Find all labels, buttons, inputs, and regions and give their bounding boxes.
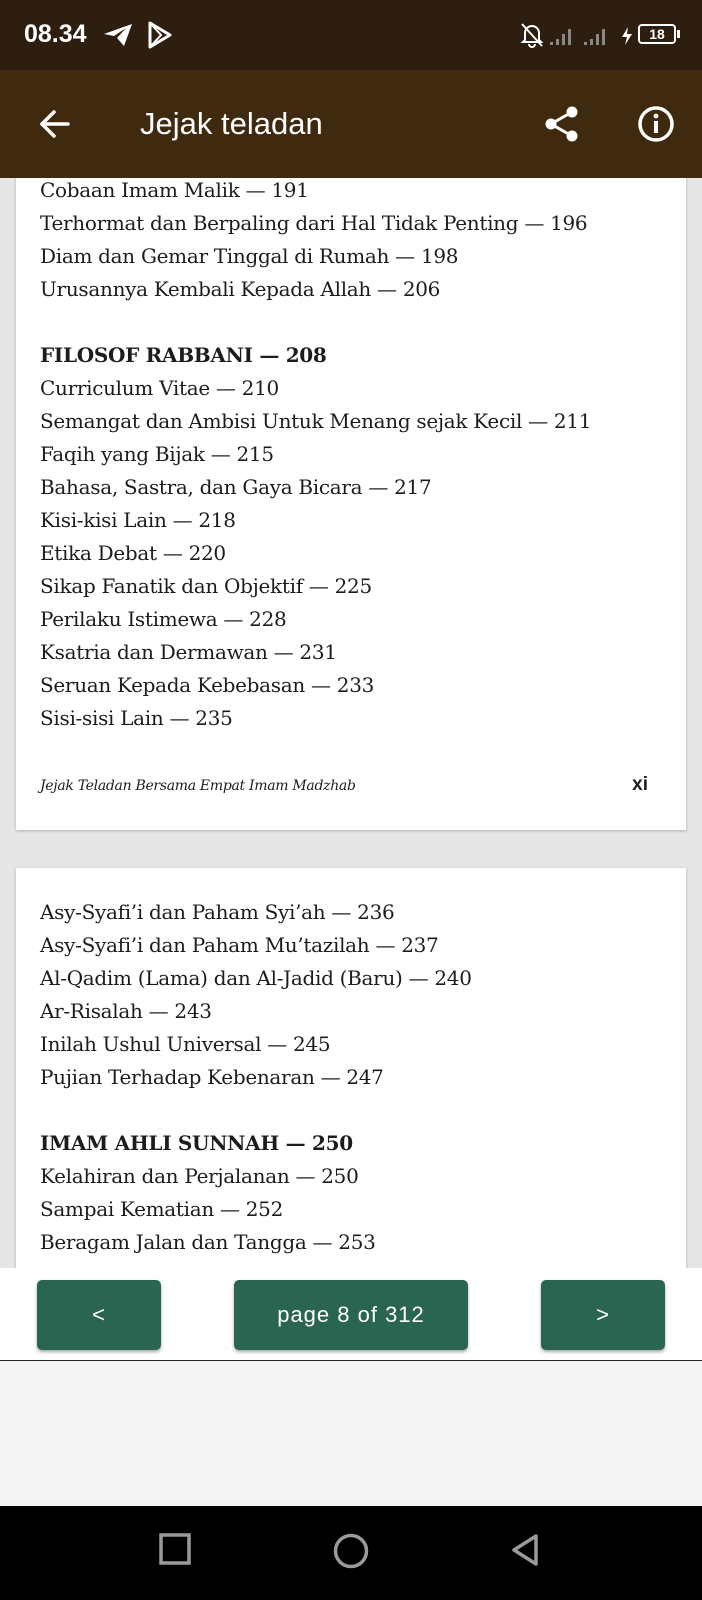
page-card-xi [16, 178, 686, 830]
toc-entry: Seruan Kepada Kebebasan — 233 [40, 673, 375, 697]
toc-entry: Al-Qadim (Lama) dan Al-Jadid (Baru) — 240 [40, 966, 472, 990]
toc-entry: Sisi-sisi Lain — 235 [40, 706, 233, 730]
pdf-viewer[interactable] [0, 178, 702, 1268]
signal-icon [550, 26, 580, 46]
empty-area [0, 1361, 702, 1506]
charging-icon [620, 26, 634, 46]
toc-entry: Kisi-kisi Lain — 218 [40, 508, 236, 532]
toc-entry: Asy-Syafi’i dan Paham Syi’ah — 236 [40, 900, 395, 924]
telegram-icon [102, 22, 134, 48]
toc-entry: Semangat dan Ambisi Untuk Menang sejak Kecil — 211 [40, 409, 592, 433]
page-card-xii [16, 868, 686, 1268]
page-number: xi [632, 774, 648, 795]
toc-entry: Bahasa, Sastra, dan Gaya Bicara — 217 [40, 475, 432, 499]
toc-entry: Ar-Risalah — 243 [40, 999, 212, 1023]
toc-entry: Perilaku Istimewa — 228 [40, 607, 287, 631]
toc-section-heading: FILOSOF RABBANI — 208 [40, 343, 327, 367]
recents-icon[interactable] [158, 1532, 192, 1566]
battery-tip [677, 30, 680, 38]
toc-entry: Inilah Ushul Universal — 245 [40, 1032, 331, 1056]
next-page-button[interactable]: > [541, 1280, 665, 1350]
app-bar [0, 70, 702, 178]
toc-entry: Beragam Jalan dan Tangga — 253 [40, 1230, 376, 1254]
battery-icon: 18 [638, 24, 676, 44]
toc-entry: Pujian Terhadap Kebenaran — 247 [40, 1065, 384, 1089]
app-title: Jejak teladan [140, 106, 323, 141]
toc-entry: Urusannya Kembali Kepada Allah — 206 [40, 277, 441, 301]
mute-bell-icon [520, 22, 544, 48]
toc-entry: Terhormat dan Berpaling dari Hal Tidak Penting — 196 [40, 211, 588, 235]
back-icon[interactable] [508, 1532, 542, 1568]
home-icon[interactable] [332, 1532, 370, 1570]
info-icon[interactable] [636, 104, 676, 144]
status-bar [0, 0, 702, 70]
toc-entry: Diam dan Gemar Tinggal di Rumah — 198 [40, 244, 459, 268]
signal-icon [584, 26, 614, 46]
system-navigation-bar [0, 1506, 702, 1600]
page-navigation [0, 1268, 702, 1361]
toc-entry: Kelahiran dan Perjalanan — 250 [40, 1164, 359, 1188]
share-icon[interactable] [542, 104, 582, 144]
page-footer-title: Jejak Teladan Bersama Empat Imam Madzhab [40, 778, 356, 794]
status-time: 08.34 [24, 20, 87, 48]
toc-entry: Sikap Fanatik dan Objektif — 225 [40, 574, 372, 598]
toc-entry: Curriculum Vitae — 210 [40, 376, 279, 400]
back-arrow-icon[interactable] [34, 104, 74, 144]
toc-entry: Asy-Syafi’i dan Paham Mu’tazilah — 237 [40, 933, 439, 957]
page-indicator-button[interactable]: page 8 of 312 [234, 1280, 468, 1350]
prev-page-button[interactable]: < [37, 1280, 161, 1350]
play-store-icon [146, 20, 174, 50]
toc-entry: Cobaan Imam Malik — 191 [40, 178, 309, 202]
toc-section-heading: IMAM AHLI SUNNAH — 250 [40, 1131, 353, 1155]
toc-entry: Sampai Kematian — 252 [40, 1197, 284, 1221]
toc-entry: Etika Debat — 220 [40, 541, 226, 565]
toc-entry: Faqih yang Bijak — 215 [40, 442, 274, 466]
toc-entry: Ksatria dan Dermawan — 231 [40, 640, 337, 664]
